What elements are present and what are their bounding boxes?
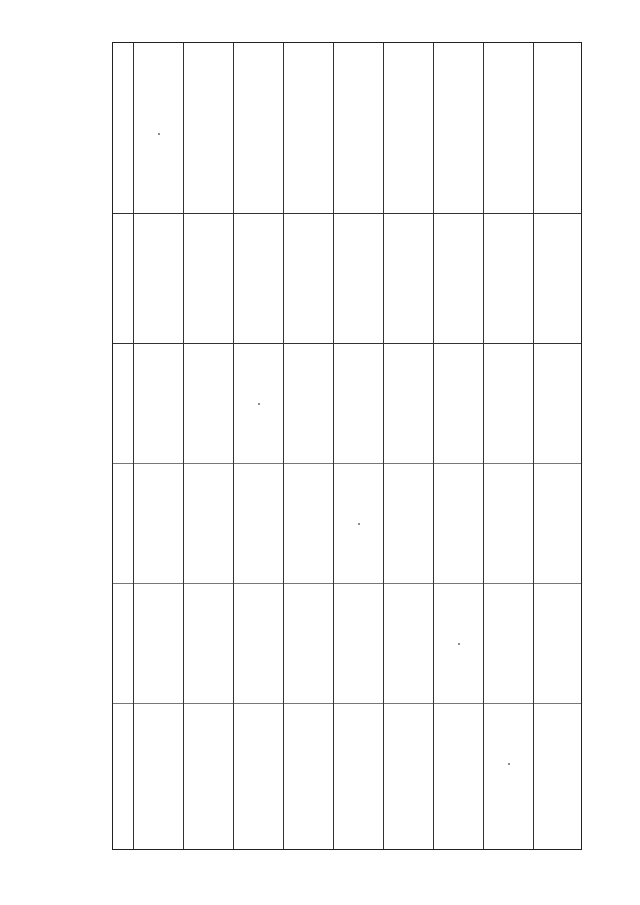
- table-column-divider: [233, 43, 234, 849]
- scan-mark: [358, 523, 360, 525]
- program-indicators-table: [112, 42, 582, 850]
- table-column-divider: [533, 43, 534, 849]
- table-column-divider: [433, 43, 434, 849]
- table-column-divider: [133, 43, 134, 849]
- scan-mark: [458, 643, 460, 645]
- table-column-divider: [283, 43, 284, 849]
- scan-mark: [258, 403, 260, 405]
- scan-mark: [508, 763, 510, 765]
- table-column-divider: [483, 43, 484, 849]
- scan-mark: [158, 133, 160, 135]
- table-column-divider: [333, 43, 334, 849]
- table-column-divider: [383, 43, 384, 849]
- table-column-divider: [183, 43, 184, 849]
